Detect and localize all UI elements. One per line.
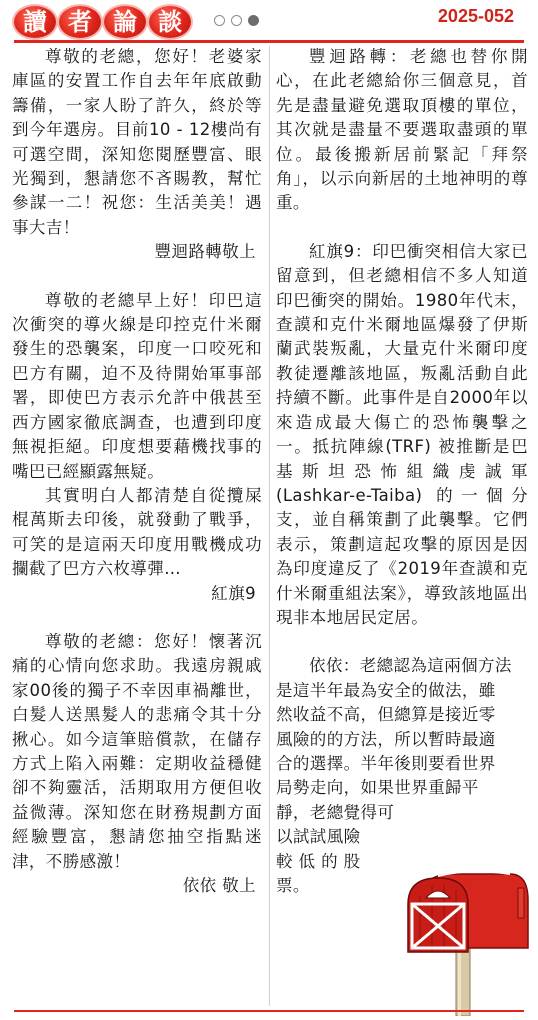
reply-3-line: 票。	[276, 876, 310, 895]
reply-3-line: 合的選擇。半年後則要看世界	[276, 753, 496, 773]
left-column	[12, 45, 262, 898]
top-divider	[14, 40, 524, 43]
mailbox-icon	[400, 860, 536, 1016]
title-char-2: 者	[59, 6, 101, 38]
decorative-dots	[214, 15, 259, 26]
letter-2-text-2: 其實明白人都清楚自從攬屎棍萬斯去印後，就發動了戰爭，可笑的是這兩天印度用戰機成功攔截了巴方六枚導彈…	[12, 485, 262, 579]
issue-number: 2025-052	[437, 6, 514, 26]
dot-filled-icon	[248, 15, 259, 26]
bottom-divider	[14, 1010, 524, 1012]
right-column	[276, 45, 528, 898]
reply-2: 紅旗9：印巴衝突相信大家已留意到，但老總相信不多人知道印巴衝突的開始。1980年代末，查謨和克什米爾地區爆發了伊斯蘭武裝叛亂，大量克什米爾印度教徒遷離該地區，叛亂活動自此持續不斷。此事件是自2000年以來造成最大傷亡的恐怖襲擊之一。抵抗陣線(TRF) 被推斷是巴基斯坦恐怖組織虔誠軍 (Lashkar-e-Taiba) 的一個分支，並自稱策劃了此襲擊。它們表示，策劃這起攻擊的原因是因為印度違反了《2019年查謨和克什米爾重組法案》，導致該地區出現非本地居民定居。	[276, 241, 528, 627]
title-char-4: 談	[149, 6, 191, 38]
letter-3-text: 尊敬的老總：您好！懷著沉痛的心情向您求助。我遠房親戚家00後的獨子不幸因車禍離世，白髮人送黑髮人的悲痛令其十分揪心。如今這筆賠償款，在儲存方式上陷入兩難：定期收益穩健卻不夠靈活，活期取用方便但收益微薄。深知您在財務規劃方面經驗豐富，懇請您抽空指點迷津，不勝感激！	[12, 631, 262, 871]
letter-2-signature: 紅旗9	[211, 583, 256, 603]
reply-3-line: 是這半年最為安全的做法，雖	[276, 680, 496, 700]
title-char-3: 論	[104, 6, 146, 38]
reply-3-line: 風險的的方法，所以暫時最適	[276, 729, 496, 749]
reply-1: 豐迴路轉：老總也替你開心，在此老總給你三個意見，首先是盡量避免選取頂樓的單位，其次就是盡量不要選取盡頭的單位。最後搬新居前緊記「拜祭角」，以示向新居的土地神明的尊重。	[276, 47, 528, 213]
title-char-1: 讀	[14, 6, 56, 38]
dot-icon	[214, 15, 225, 26]
reply-3-line: 靜，老總覺得可	[276, 802, 395, 822]
column-divider	[269, 46, 270, 1006]
reply-3-line: 然收益不高，但總算是接近零	[276, 705, 496, 725]
letter-1-signature: 豐迴路轉敬上	[154, 242, 256, 262]
section-title	[14, 6, 191, 38]
reply-3-line: 較 低 的 股	[276, 851, 361, 871]
reply-3-line: 局勢走向，如果世界重歸平	[276, 778, 479, 798]
letter-2-text: 尊敬的老總早上好！印巴這次衝突的導火線是印控克什米爾發生的恐襲案，印度一口咬死和巴方有關，迫不及待開始軍事部署，即使巴方表示允許中俄甚至西方國家徹底調查，也遭到印度無視拒絕。印度想要藉機找事的嘴巴已經顯露無疑。	[12, 290, 262, 481]
reply-3-line: 依依：老總認為這兩個方法	[309, 656, 512, 676]
dot-icon	[231, 15, 242, 26]
header	[0, 0, 538, 40]
letter-1-text: 尊敬的老總，您好！老婆家庫區的安置工作自去年年底啟動籌備，一家人盼了許久，終於等到今年選房。目前10 - 12樓尚有可選空間，深知您閱歷豐富、眼光獨到，懇請您不吝賜教，幫忙參謀一二！祝您：生活美美！遇事大吉！	[12, 47, 262, 237]
letter-3-signature: 依依 敬上	[182, 876, 256, 895]
reply-3-line: 以試試風險	[276, 827, 361, 847]
